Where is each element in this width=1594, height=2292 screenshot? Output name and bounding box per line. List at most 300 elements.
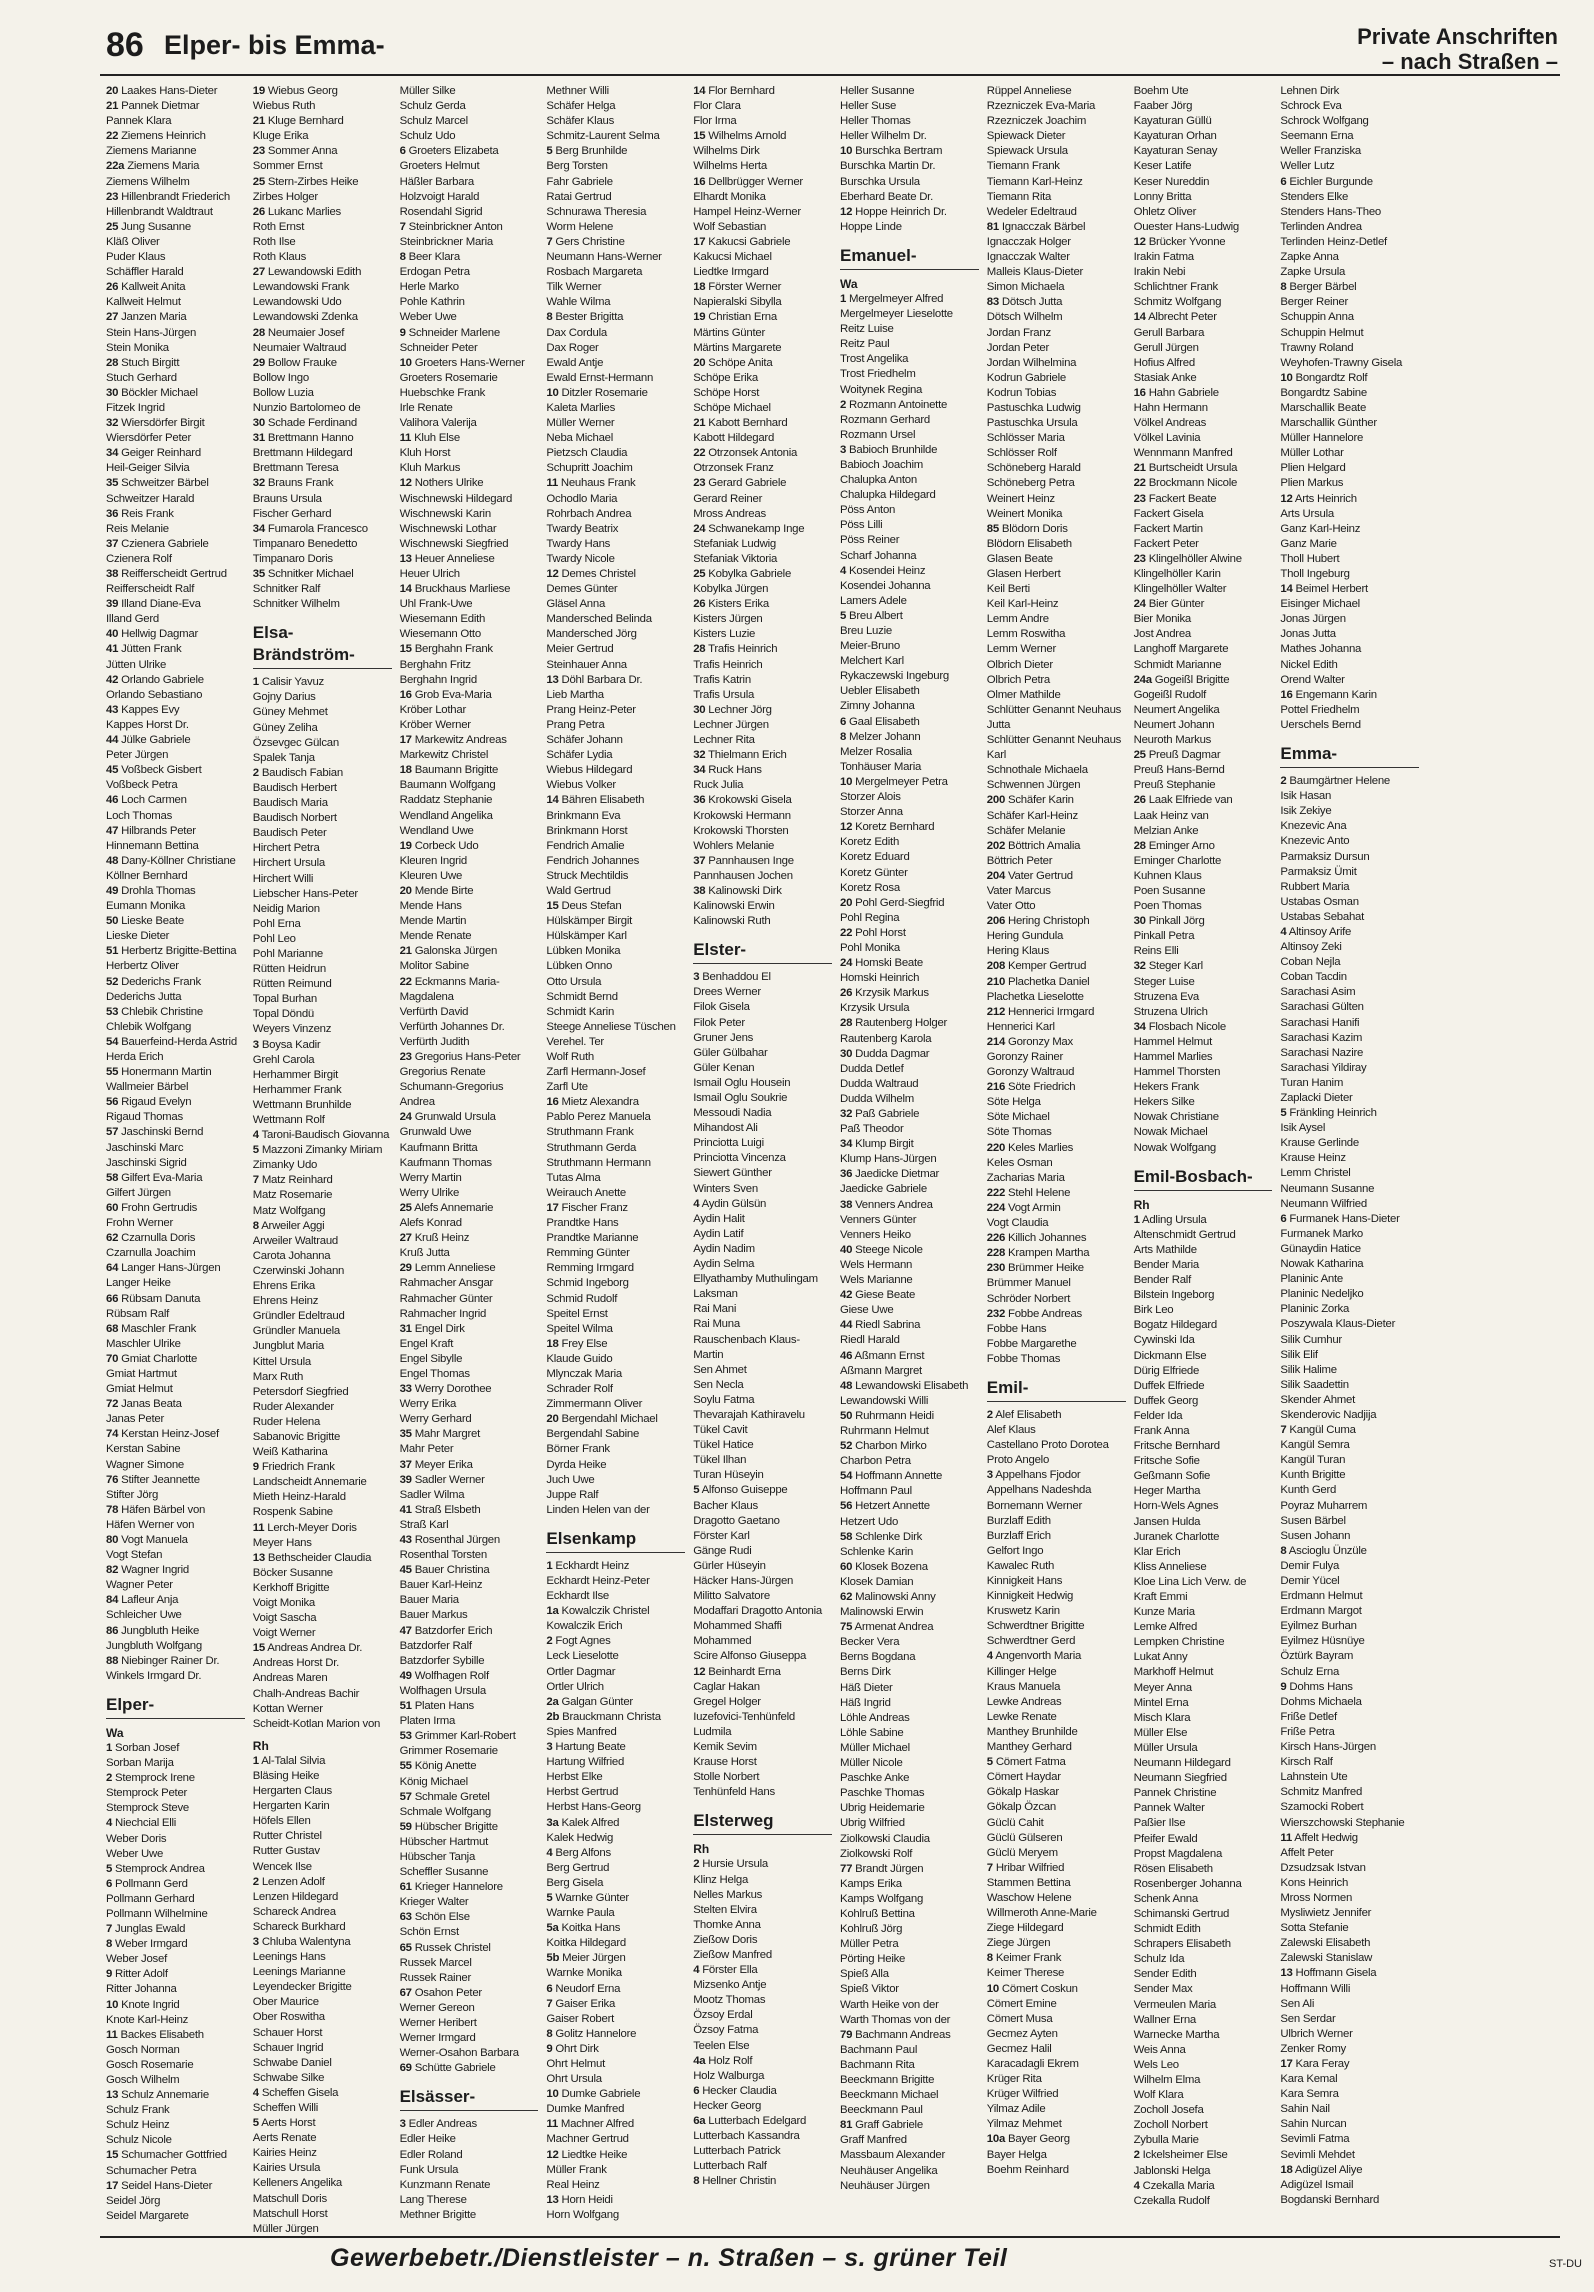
resident-entry (1134, 114, 1273, 129)
resident-entry (106, 129, 245, 144)
resident-name: Wischnewski Karin (399, 507, 491, 520)
house-number: 224 (986, 1201, 1006, 1214)
resident-entry (693, 522, 832, 537)
resident-name: Warth Thomas von der (840, 2013, 951, 2026)
resident-entry (1134, 401, 1273, 416)
resident-name: Hering Klaus (986, 945, 1050, 958)
resident-name: Gürler Hüseyin (693, 1559, 766, 1572)
resident-entry (693, 99, 832, 114)
resident-entry (400, 2046, 539, 2061)
resident-entry (987, 854, 1126, 869)
resident-entry (546, 1035, 685, 1050)
resident-name: Hoppe Heinrich Dr. (855, 205, 947, 218)
resident-name: Storzer Alois (840, 791, 901, 804)
resident-name: Gläsel Anna (546, 598, 606, 611)
resident-name: Al-Talal Silvia (261, 1754, 326, 1767)
resident-entry (987, 612, 1126, 627)
resident-entry (253, 295, 392, 310)
resident-entry (1280, 1665, 1419, 1680)
resident-entry (546, 597, 685, 612)
resident-name: Charbon Mirko (855, 1440, 927, 1453)
resident-entry (106, 552, 245, 567)
resident-name: Klump Birgit (855, 1138, 914, 1151)
resident-name: Ortler Ulrich (546, 1680, 604, 1693)
resident-name: Hartung Wilfried (546, 1756, 625, 1769)
resident-entry (1134, 612, 1273, 627)
resident-entry (253, 1294, 392, 1309)
resident-name: Pannek Christine (1133, 1787, 1217, 1800)
resident-entry (1134, 929, 1273, 944)
resident-entry (840, 594, 979, 609)
house-number: 22 (840, 926, 853, 939)
resident-name: Hübscher Hartmut (399, 1835, 489, 1848)
resident-entry (693, 1544, 832, 1559)
resident-name: Proto Angelo (986, 1454, 1050, 1467)
resident-entry (987, 2087, 1126, 2102)
resident-entry (106, 778, 245, 793)
resident-name: Russek Rainer (399, 1971, 472, 1984)
resident-entry (1134, 341, 1273, 356)
resident-name: Preuß Hans-Bernd (1133, 764, 1225, 777)
resident-name: Hartung Beate (555, 1741, 626, 1754)
resident-name: Mlynczak Maria (546, 1367, 623, 1380)
resident-entry (546, 2132, 685, 2147)
resident-entry (1280, 627, 1419, 642)
resident-name: Gers Christine (555, 235, 625, 248)
resident-name: Sarachasi Gülten (1280, 1001, 1364, 1014)
resident-entry (106, 1171, 245, 1186)
resident-name: Knezevic Anto (1280, 835, 1350, 848)
resident-entry (840, 911, 979, 926)
resident-entry (400, 461, 539, 476)
resident-name: Breu Luzie (840, 625, 892, 637)
resident-name: Ruhrmann Helmut (840, 1424, 929, 1437)
resident-entry (253, 522, 392, 537)
resident-name: Fischer Franz (561, 1201, 628, 1214)
resident-entry (253, 1324, 392, 1339)
house-number: 10 (840, 145, 853, 158)
resident-name: Beeckmann Brigitte (840, 2074, 935, 2086)
house-number: 2 (252, 1875, 259, 1888)
resident-name: Herda Erich (106, 1051, 164, 1063)
resident-entry (987, 1680, 1126, 1695)
resident-name: Pannek Walter (1133, 1802, 1205, 1815)
resident-name: Rozmann Ursel (840, 428, 916, 441)
resident-entry (693, 1649, 832, 1664)
resident-entry (546, 461, 685, 476)
resident-entry (987, 627, 1126, 642)
resident-name: Weinert Heinz (986, 492, 1055, 505)
resident-entry (693, 507, 832, 522)
house-number: 19 (399, 839, 412, 852)
resident-entry (1280, 1423, 1419, 1438)
resident-name: Bender Maria (1133, 1258, 1199, 1271)
resident-name: Planinic Zorka (1280, 1303, 1350, 1316)
resident-name: Brinkmann Horst (546, 824, 628, 837)
resident-name: Platen Hans (414, 1700, 474, 1713)
resident-name: Bongardtz Rolf (1295, 371, 1368, 384)
resident-entry (253, 1536, 392, 1551)
resident-name: Güler Kenan (693, 1061, 755, 1074)
resident-name: Demes Christel (561, 568, 636, 580)
resident-entry (840, 383, 979, 398)
resident-name: Ziemens Marianne (106, 145, 197, 158)
resident-entry (987, 1408, 1126, 1423)
resident-name: Cömert Emine (986, 1997, 1057, 2010)
resident-name: Boehm Reinhard (986, 2163, 1069, 2176)
resident-name: Neuhaus Frank (560, 477, 636, 490)
resident-entry (987, 1080, 1126, 1095)
resident-entry (106, 1488, 245, 1503)
resident-entry (840, 1243, 979, 1258)
resident-name: Tükel Hatice (693, 1439, 754, 1452)
resident-name: Weyers Vinzenz (252, 1023, 332, 1036)
house-number: 25 (252, 175, 265, 188)
resident-name: Geiger Reinhard (121, 447, 201, 460)
resident-name: Sadler Wilma (399, 1488, 465, 1501)
resident-entry (546, 129, 685, 144)
resident-entry (1134, 1620, 1273, 1635)
resident-entry (840, 1665, 979, 1680)
resident-name: Zalewski Stanislaw (1280, 1952, 1373, 1965)
resident-name: Stefaniak Ludwig (693, 537, 776, 550)
resident-entry (987, 1831, 1126, 1846)
resident-name: Linden Helen van der (546, 1503, 650, 1516)
resident-entry (106, 673, 245, 688)
resident-entry (400, 1065, 539, 1080)
resident-name: Sen Ahmet (693, 1363, 747, 1376)
resident-name: Lonny Britta (1133, 190, 1192, 203)
house-number: 4 (840, 564, 847, 577)
resident-name: Stifter Jeannette (121, 1473, 200, 1486)
resident-entry (840, 1092, 979, 1107)
resident-entry (106, 1578, 245, 1593)
resident-name: Gojny Darius (252, 691, 316, 704)
resident-entry (106, 1458, 245, 1473)
resident-name: Dudda Wilhelm (840, 1092, 914, 1105)
resident-entry (106, 1563, 245, 1578)
resident-entry (106, 220, 245, 235)
house-number: 202 (986, 839, 1006, 852)
resident-name: Ohrt Helmut (546, 2058, 606, 2070)
resident-entry (1280, 2012, 1419, 2027)
resident-name: Schöneberg Petra (986, 477, 1075, 490)
resident-name: Zießow Doris (693, 1933, 758, 1946)
resident-entry (987, 2163, 1126, 2178)
resident-entry (546, 250, 685, 265)
resident-name: Pohl Marianne (252, 947, 323, 960)
resident-entry (400, 1020, 539, 1035)
resident-name: Warnke Günter (555, 1891, 629, 1904)
house-number: 1 (1133, 1213, 1140, 1226)
resident-entry (253, 1385, 392, 1400)
house-number: 3 (693, 971, 700, 984)
resident-entry (840, 835, 979, 850)
house-number: 210 (986, 975, 1006, 988)
resident-entry (1280, 1227, 1419, 1242)
resident-entry (400, 1654, 539, 1669)
resident-entry (693, 985, 832, 1000)
resident-entry (693, 778, 832, 793)
resident-name: Lehnen Dirk (1280, 85, 1340, 97)
resident-entry (1280, 1770, 1419, 1785)
resident-entry (1134, 809, 1273, 824)
resident-name: Brümmer Heike (1007, 1262, 1084, 1275)
resident-name: Maschler Ulrike (106, 1337, 181, 1350)
resident-name: Bier Monika (1133, 613, 1191, 626)
resident-name: Sorban Marija (106, 1757, 174, 1770)
resident-entry (1280, 1242, 1419, 1257)
resident-name: Werry Ulrike (399, 1186, 460, 1199)
resident-name: Chlebik Christine (121, 1005, 203, 1018)
resident-name: Schröder Norbert (986, 1292, 1071, 1305)
resident-entry (1280, 1378, 1419, 1393)
resident-entry (400, 914, 539, 929)
resident-entry (693, 1514, 832, 1529)
resident-name: Neidig Marion (252, 902, 320, 915)
house-number: 9 (1280, 1680, 1287, 1693)
resident-entry (987, 507, 1126, 522)
resident-name: Filok Gisela (693, 1001, 750, 1014)
resident-name: Kalek Hedwig (546, 1831, 614, 1844)
resident-entry (840, 986, 979, 1001)
resident-entry (840, 1424, 979, 1439)
resident-name: Cömert Haydar (986, 1771, 1061, 1784)
resident-entry (1134, 356, 1273, 371)
resident-name: Schwerdtner Gerd (986, 1635, 1076, 1648)
house-number: 23 (106, 190, 119, 203)
resident-name: Wallner Erna (1133, 2013, 1197, 2026)
resident-entry (840, 367, 979, 382)
resident-name: Janzen Maria (121, 311, 187, 324)
resident-entry (1134, 1862, 1273, 1877)
resident-entry (693, 114, 832, 129)
resident-entry (253, 2056, 392, 2071)
house-number: 2 (986, 1408, 993, 1421)
house-number: 230 (986, 1262, 1006, 1275)
resident-entry (106, 1967, 245, 1982)
house-number: 55 (399, 1760, 412, 1773)
resident-name: Müller Silke (399, 85, 456, 97)
resident-name: Schulz Frank (106, 2104, 170, 2117)
resident-name: Paßier Ilse (1133, 1817, 1186, 1830)
resident-entry (840, 699, 979, 714)
resident-entry (1134, 476, 1273, 491)
resident-entry (987, 839, 1126, 854)
resident-entry (1280, 1061, 1419, 1076)
resident-name: Affelt Peter (1280, 1846, 1334, 1859)
resident-entry (1280, 2072, 1419, 2087)
resident-entry (840, 971, 979, 986)
resident-entry (253, 962, 392, 977)
resident-entry (1134, 1258, 1273, 1273)
resident-name: Eckhardt Heinz (555, 1559, 630, 1572)
resident-name: Ustabas Sebahat (1280, 910, 1365, 923)
resident-entry (1280, 476, 1419, 491)
resident-name: Gecmez Halil (986, 2042, 1052, 2055)
resident-entry (400, 1458, 539, 1473)
resident-entry (106, 733, 245, 748)
resident-entry (546, 1307, 685, 1322)
house-number: 20 (106, 85, 119, 97)
resident-entry (400, 1201, 539, 1216)
resident-entry (840, 1409, 979, 1424)
resident-name: Schnitker Michael (267, 568, 354, 580)
resident-name: Kunze Maria (1133, 1606, 1195, 1619)
resident-name: Zarfl Hermann-Josef (546, 1066, 646, 1079)
resident-entry (106, 416, 245, 431)
resident-name: Herbertz Brigitte-Bettina (121, 945, 237, 958)
resident-entry (546, 1966, 685, 1981)
resident-name: Topal Döndü (252, 1008, 315, 1021)
resident-entry (840, 1711, 979, 1726)
resident-entry (253, 597, 392, 612)
resident-entry (106, 1892, 245, 1907)
resident-entry (400, 1503, 539, 1518)
resident-entry (546, 1936, 685, 1951)
resident-name: Rütten Heidrun (252, 963, 326, 976)
resident-entry (1134, 778, 1273, 793)
resident-name: Matz Wolfgang (252, 1204, 326, 1217)
listing-column (693, 84, 832, 2237)
house-number: 24 (1133, 598, 1146, 611)
resident-entry (106, 854, 245, 869)
resident-name: Rosenthal Jürgen (414, 1534, 500, 1546)
resident-entry (693, 326, 832, 341)
resident-name: Ismail Oglu Housein (693, 1076, 791, 1089)
resident-name: Müller Nicole (840, 1757, 903, 1770)
resident-entry (106, 1639, 245, 1654)
resident-entry (253, 766, 392, 781)
resident-name: Schmitz Manfred (1280, 1786, 1363, 1799)
resident-name: Riedl Harald (840, 1334, 900, 1347)
house-number: 54 (840, 1470, 853, 1483)
resident-entry (693, 1873, 832, 1888)
resident-name: Zenker Romy (1280, 2042, 1347, 2055)
resident-entry (987, 1483, 1126, 1498)
resident-entry (1134, 642, 1273, 657)
resident-entry (1280, 703, 1419, 718)
resident-entry (400, 1775, 539, 1790)
resident-name: Werner Irmgard (399, 2032, 476, 2045)
resident-entry (400, 159, 539, 174)
house-number: 24 (693, 522, 706, 535)
resident-name: Zimmermann Oliver (546, 1398, 643, 1411)
resident-entry (253, 401, 392, 416)
resident-entry (840, 1394, 979, 1409)
resident-entry (253, 1249, 392, 1264)
resident-entry (253, 932, 392, 947)
resident-name: Kallweit Helmut (106, 296, 181, 309)
resident-name: Bollow Frauke (267, 356, 337, 369)
resident-entry (693, 1634, 832, 1649)
resident-entry (693, 1121, 832, 1136)
resident-name: Ober Maurice (252, 1996, 319, 2009)
house-number: 11 (252, 1521, 265, 1534)
resident-name: Janas Beata (121, 1398, 182, 1411)
resident-entry (693, 265, 832, 280)
resident-entry (253, 1551, 392, 1566)
resident-name: Hillenbrandt Friederich (121, 190, 230, 203)
resident-name: Kosendei Heinz (849, 564, 926, 577)
resident-name: Aydin Halit (693, 1212, 745, 1225)
resident-entry (1280, 1619, 1419, 1634)
resident-entry (106, 1065, 245, 1080)
resident-entry (1280, 1000, 1419, 1015)
resident-name: Bogatz Hildegard (1133, 1319, 1217, 1332)
resident-entry (987, 129, 1126, 144)
resident-name: Grehl Carola (252, 1053, 315, 1066)
resident-entry (840, 2043, 979, 2058)
resident-name: Adigüzel Aliye (1294, 2163, 1363, 2176)
resident-name: Kowalczik Erich (546, 1620, 623, 1633)
resident-entry (840, 458, 979, 473)
resident-name: Warth Heike von der (840, 1998, 939, 2011)
resident-name: Silik Halime (1280, 1363, 1337, 1376)
resident-entry (1280, 1272, 1419, 1287)
resident-entry (400, 2163, 539, 2178)
resident-entry (1134, 129, 1273, 144)
resident-entry (400, 1125, 539, 1140)
resident-entry (546, 1095, 685, 1110)
resident-name: Turan Hanim (1280, 1076, 1344, 1089)
resident-name: Schareck Andrea (252, 1905, 336, 1918)
resident-entry (106, 1141, 245, 1156)
house-number: 50 (106, 915, 119, 928)
resident-name: Trafis Ursula (693, 688, 755, 701)
resident-name: Schimanski Gertrud (1133, 1907, 1230, 1920)
resident-name: Berger Reiner (1280, 296, 1349, 309)
resident-entry (106, 507, 245, 522)
resident-entry (840, 2118, 979, 2133)
resident-name: Pohl Horst (855, 926, 906, 939)
resident-name: Jonas Jürgen (1280, 613, 1346, 626)
resident-entry (1134, 854, 1273, 869)
resident-entry (693, 1499, 832, 1514)
resident-name: Meier-Bruno (840, 640, 900, 653)
resident-entry (693, 1363, 832, 1378)
resident-entry (840, 1560, 979, 1575)
resident-name: Fendrich Amalie (546, 839, 625, 852)
resident-name: Weis Anna (1133, 2043, 1186, 2056)
resident-entry (546, 1005, 685, 1020)
resident-entry (987, 2012, 1126, 2027)
resident-entry (1280, 1483, 1419, 1498)
resident-entry (400, 1880, 539, 1895)
resident-name: Schrapers Elisabeth (1133, 1938, 1231, 1951)
listing-columns (106, 84, 1566, 2235)
resident-name: Fackert Martin (1133, 522, 1203, 535)
house-number: 1 (840, 292, 847, 305)
resident-entry (1280, 673, 1419, 688)
resident-name: Juranek Charlotte (1133, 1530, 1220, 1543)
resident-name: Silik Elif (1280, 1348, 1318, 1361)
house-number: 38 (693, 884, 706, 897)
resident-entry (840, 1937, 979, 1952)
resident-name: Laak Heinz van (1133, 809, 1209, 822)
resident-entry (1280, 2057, 1419, 2072)
resident-name: König Anette (414, 1760, 477, 1773)
resident-name: Gerard Reiner (693, 492, 763, 505)
resident-entry (546, 114, 685, 129)
resident-entry (1280, 310, 1419, 325)
resident-name: Andreas Horst Dr. (252, 1657, 340, 1670)
resident-entry (400, 129, 539, 144)
resident-name: Vogt Manuela (121, 1534, 188, 1546)
resident-entry (693, 658, 832, 673)
resident-name: Kohlruß Jörg (840, 1923, 903, 1936)
resident-entry (106, 582, 245, 597)
